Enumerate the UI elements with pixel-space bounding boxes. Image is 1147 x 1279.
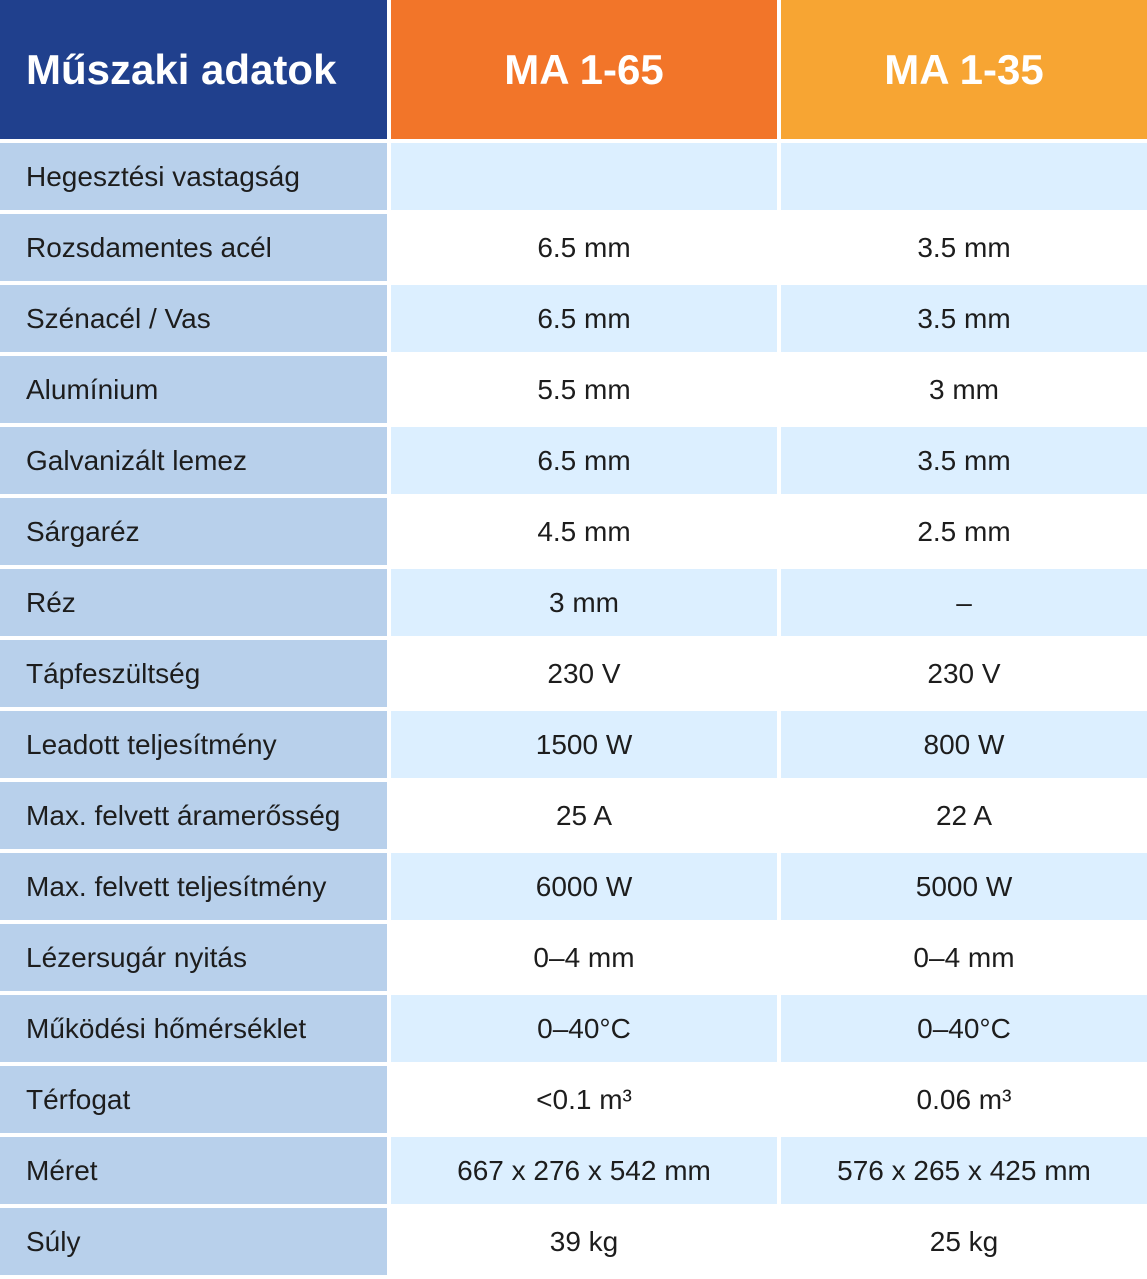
row-label: Rozsdamentes acél	[0, 214, 387, 281]
row-value-model-2: 25 kg	[781, 1208, 1147, 1275]
header-model-2: MA 1-35	[884, 45, 1044, 93]
row-label: Lézersugár nyitás	[0, 924, 387, 991]
header-model-1: MA 1-65	[504, 45, 664, 93]
row-label: Tápfeszültség	[0, 640, 387, 707]
row-label: Galvanizált lemez	[0, 427, 387, 494]
row-value-model-1: 3 mm	[391, 569, 777, 636]
row-value-model-2: 2.5 mm	[781, 498, 1147, 565]
row-value-model-1: 667 x 276 x 542 mm	[391, 1137, 777, 1204]
row-label: Működési hőmérséklet	[0, 995, 387, 1062]
header-model-2-cell	[781, 0, 1147, 139]
row-label: Max. felvett áramerősség	[0, 782, 387, 849]
row-value-model-2: 576 x 265 x 425 mm	[781, 1137, 1147, 1204]
row-label: Hegesztési vastagság	[0, 143, 387, 210]
row-value-model-2: 0.06 m³	[781, 1066, 1147, 1133]
row-value-model-1	[391, 143, 777, 210]
row-value-model-2: –	[781, 569, 1147, 636]
row-value-model-1: 1500 W	[391, 711, 777, 778]
row-value-model-2: 3.5 mm	[781, 427, 1147, 494]
row-value-model-2: 3.5 mm	[781, 214, 1147, 281]
header-label: Műszaki adatok	[26, 45, 337, 93]
row-label: Leadott teljesítmény	[0, 711, 387, 778]
row-value-model-1: 6.5 mm	[391, 285, 777, 352]
row-value-model-2: 22 A	[781, 782, 1147, 849]
row-label: Alumínium	[0, 356, 387, 423]
row-label: Méret	[0, 1137, 387, 1204]
row-label: Szénacél / Vas	[0, 285, 387, 352]
row-label: Sárgaréz	[0, 498, 387, 565]
row-value-model-2: 800 W	[781, 711, 1147, 778]
row-value-model-2: 5000 W	[781, 853, 1147, 920]
row-value-model-2: 3 mm	[781, 356, 1147, 423]
row-value-model-1: 6000 W	[391, 853, 777, 920]
row-value-model-2: 0–4 mm	[781, 924, 1147, 991]
row-value-model-1: 5.5 mm	[391, 356, 777, 423]
row-label: Súly	[0, 1208, 387, 1275]
row-value-model-2	[781, 143, 1147, 210]
row-value-model-1: 6.5 mm	[391, 427, 777, 494]
row-label: Max. felvett teljesítmény	[0, 853, 387, 920]
row-value-model-1: 0–4 mm	[391, 924, 777, 991]
row-value-model-2: 0–40°C	[781, 995, 1147, 1062]
row-label: Réz	[0, 569, 387, 636]
row-value-model-1: 25 A	[391, 782, 777, 849]
row-value-model-1: 0–40°C	[391, 995, 777, 1062]
row-value-model-1: 4.5 mm	[391, 498, 777, 565]
header-model-1-cell	[391, 0, 777, 139]
row-value-model-1: <0.1 m³	[391, 1066, 777, 1133]
row-value-model-2: 3.5 mm	[781, 285, 1147, 352]
row-value-model-2: 230 V	[781, 640, 1147, 707]
row-value-model-1: 39 kg	[391, 1208, 777, 1275]
header-label-cell	[0, 0, 387, 139]
row-value-model-1: 230 V	[391, 640, 777, 707]
row-value-model-1: 6.5 mm	[391, 214, 777, 281]
row-label: Térfogat	[0, 1066, 387, 1133]
